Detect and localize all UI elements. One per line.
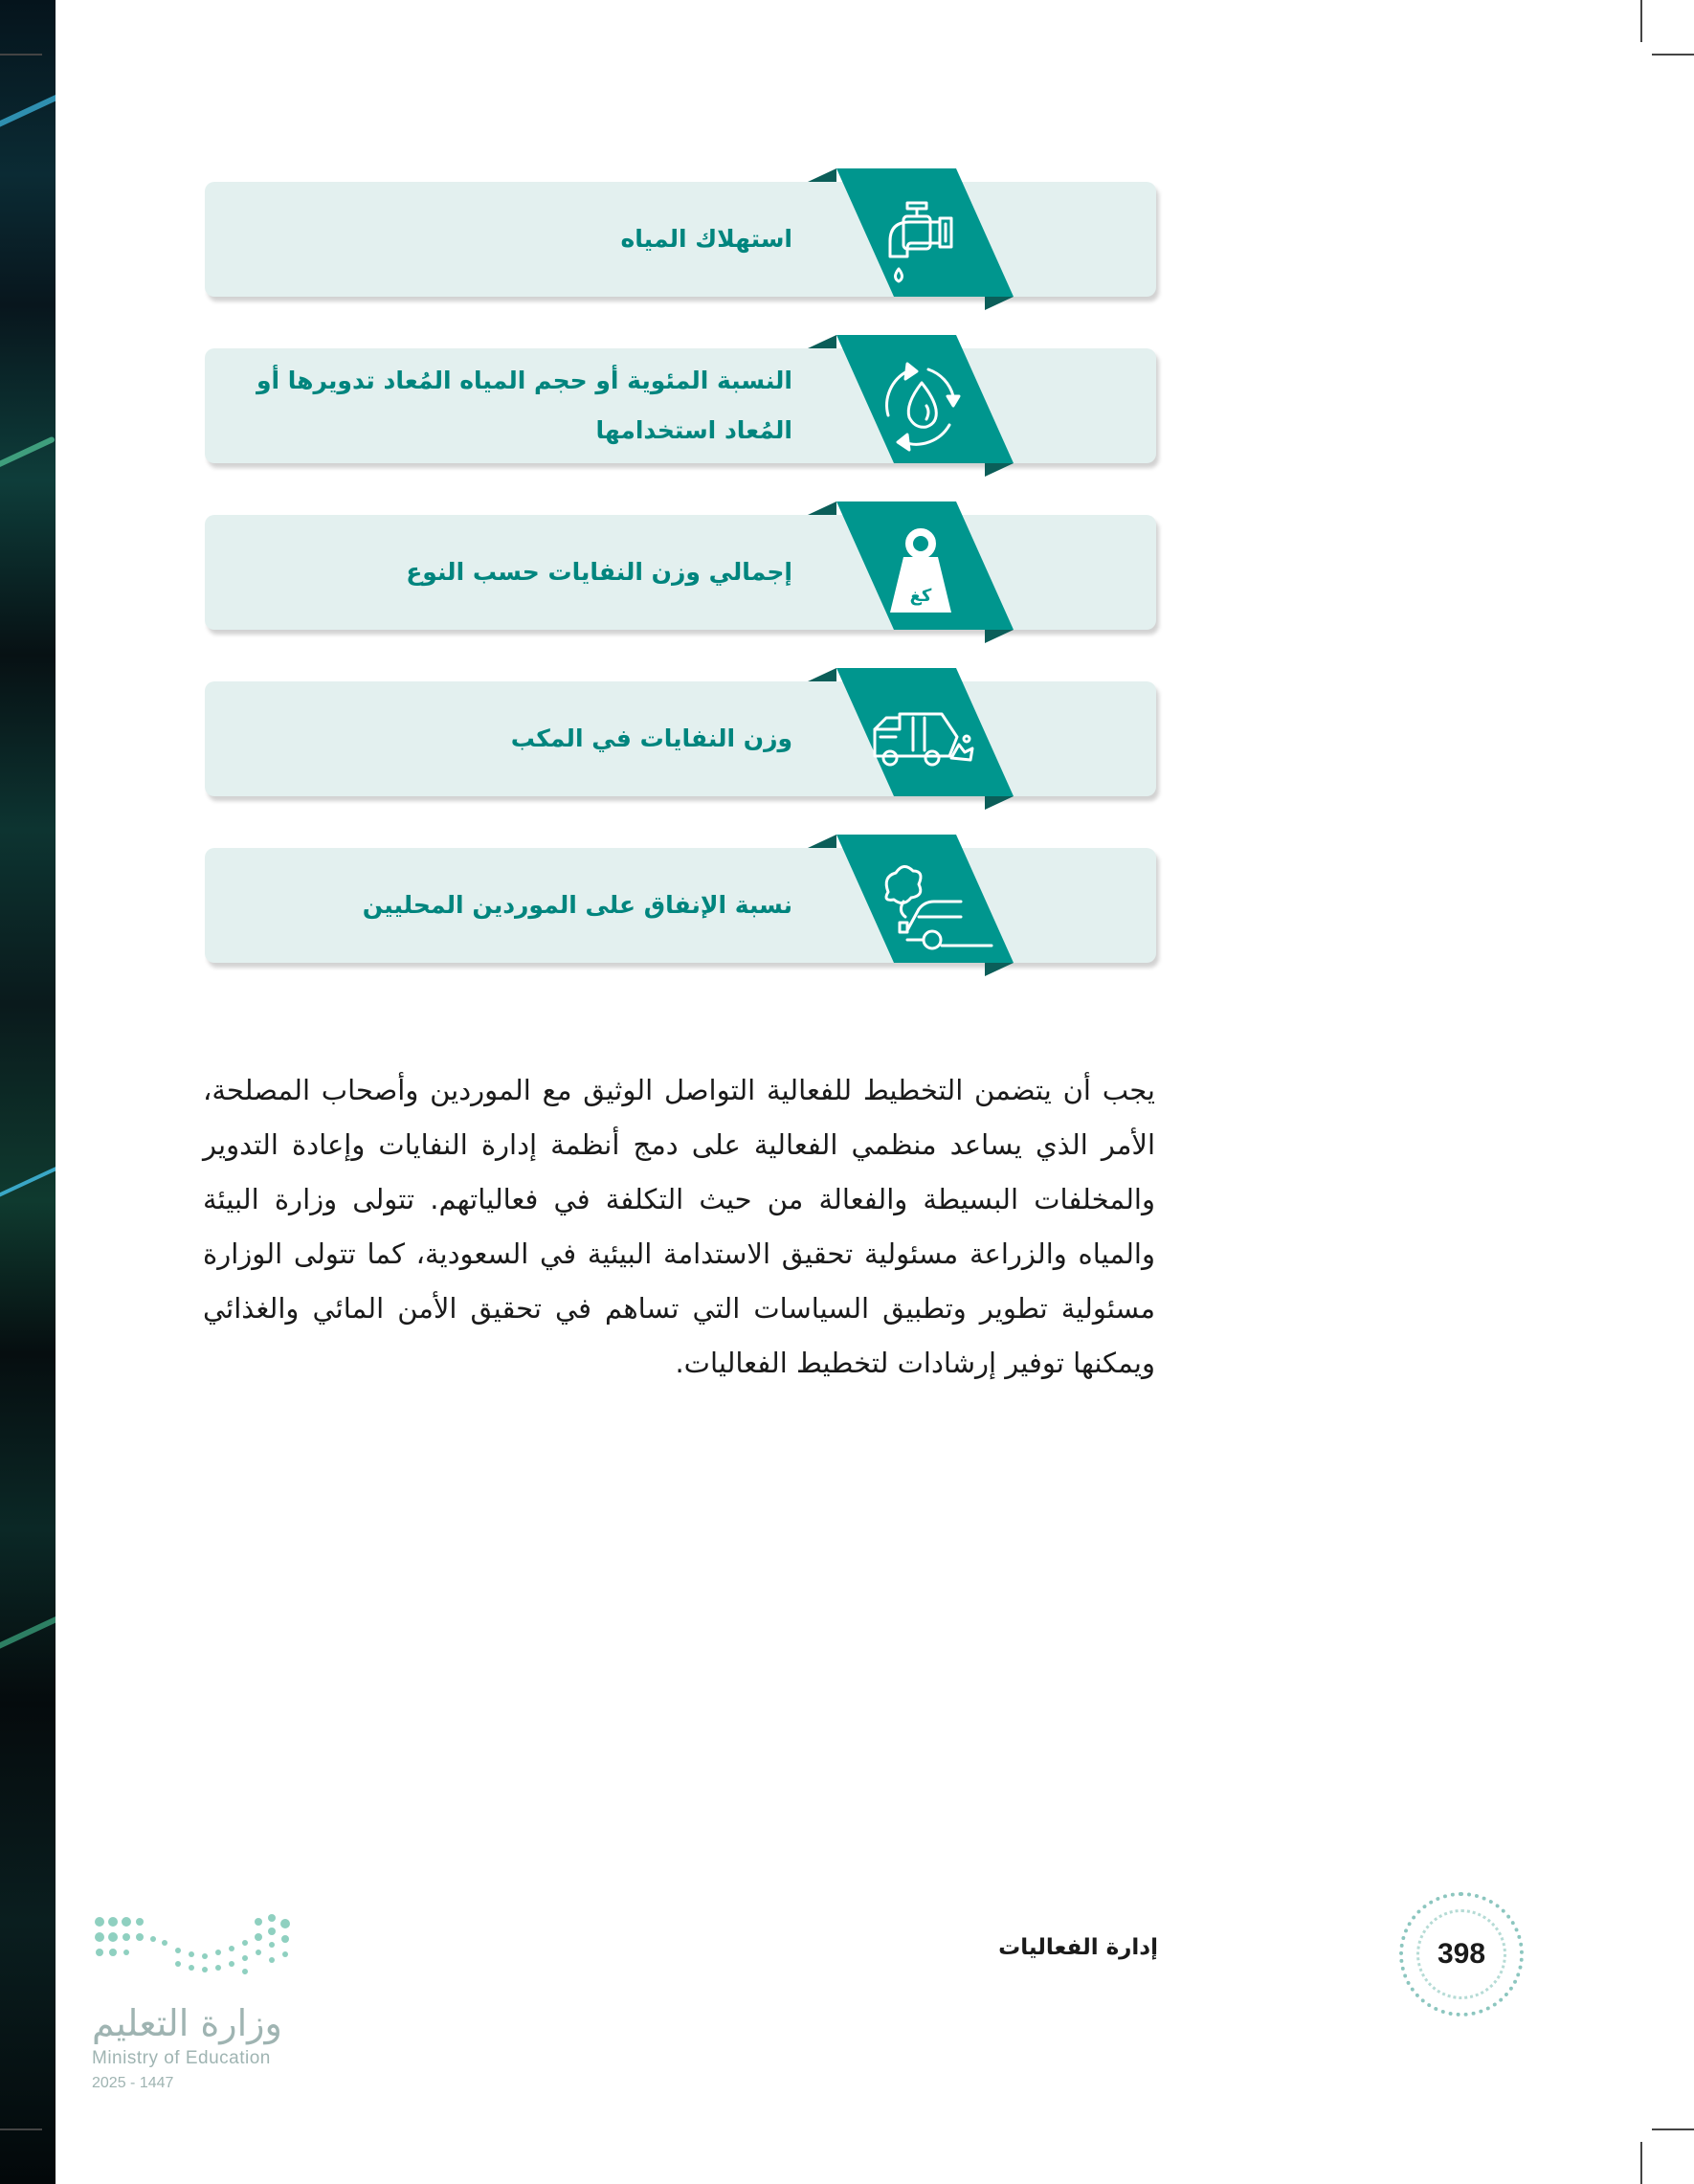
logo-english-text: Ministry of Education <box>92 2048 271 2068</box>
indicator-badge <box>808 835 1014 976</box>
crop-mark <box>1640 2142 1642 2184</box>
logo-year-text: 2025 - 1447 <box>92 2075 174 2091</box>
crop-mark <box>1652 2128 1694 2130</box>
indicator-row-waste-weight <box>205 515 1156 630</box>
logo-dots-icon <box>92 1914 302 1991</box>
logo-arabic-text: وزارة التعليم <box>92 2002 282 2044</box>
crop-mark <box>1640 0 1642 42</box>
crop-mark <box>0 2128 42 2130</box>
body-paragraph: يجب أن يتضمن التخطيط للفعالية التواصل الوثيق مع الموردين وأصحاب المصلحة، الأمر الذي يساعد منظمي الفعالية على دمج أنظمة إدارة النفايات وإعادة التدوير والمخلفات البسيطة والفعالة من حيث التكلفة في فعالياتهم. تتولى وزارة البيئة والمياه والزراعة مسئولية تحقيق الاستدامة البيئية في السعودية، كما تتولى الوزارة مسئولية تطوير وتطبيق السياسات التي تساهم في تحقيق الأمن المائي والغذائي ويمكنها توفير إرشادات لتخطيط الفعاليات. <box>203 1074 1155 1379</box>
indicator-badge <box>808 668 1014 810</box>
indicator-label: وزن النفايات في المكب <box>510 724 792 752</box>
crop-mark <box>0 54 42 56</box>
indicator-label: النسبة المئوية أو حجم المياه المُعاد تدويرها أو المُعاد استخدامها <box>256 367 792 444</box>
indicator-label: نسبة الإنفاق على الموردين المحليين <box>362 891 792 919</box>
page-number-badge <box>1399 1892 1524 2017</box>
chapter-title: إدارة الفعاليات <box>998 1935 1158 1960</box>
indicator-row-local-suppliers <box>205 848 1156 963</box>
indicator-label: استهلاك المياه <box>620 225 792 253</box>
indicator-row-landfill-waste <box>205 681 1156 796</box>
indicator-badge <box>808 168 1014 310</box>
weight-unit-label: كغ <box>909 586 932 606</box>
page-number: 398 <box>1416 1909 1506 1999</box>
decorative-photo-strip <box>0 0 56 2184</box>
ministry-logo <box>92 1914 322 2106</box>
indicator-badge <box>808 501 1014 643</box>
indicator-row-recycled-water <box>205 348 1156 463</box>
indicator-row-water-consumption <box>205 182 1156 297</box>
indicator-badge <box>808 335 1014 477</box>
crop-mark <box>1652 54 1694 56</box>
indicator-label: إجمالي وزن النفايات حسب النوع <box>406 558 792 586</box>
